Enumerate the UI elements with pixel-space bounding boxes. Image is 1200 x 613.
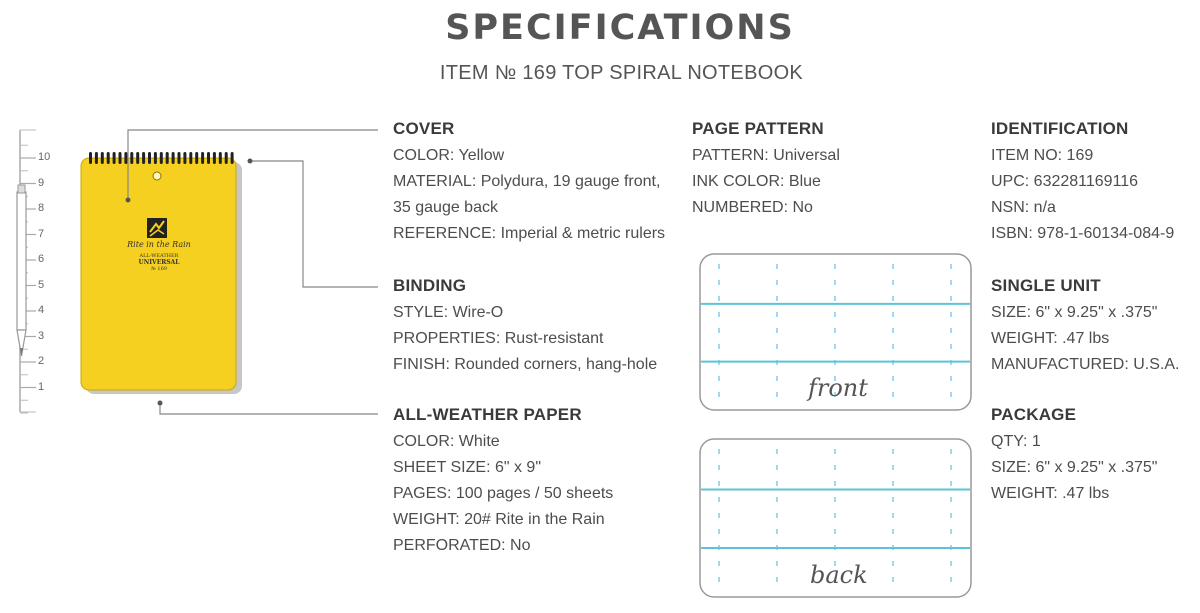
notebook-line2: UNIVERSAL: [138, 259, 180, 266]
spiral-coil: [166, 152, 169, 164]
spec-row: MANUFACTURED: U.S.A.: [991, 356, 1180, 373]
section-binding: [393, 276, 657, 378]
spec-row: FINISH: Rounded corners, hang-hole: [393, 356, 658, 373]
section-heading: IDENTIFICATION: [991, 119, 1129, 138]
ruler-label: 4: [38, 304, 45, 316]
spiral-coil: [178, 152, 181, 164]
spiral-coil: [89, 152, 92, 164]
hang-hole: [153, 172, 161, 180]
spiral-coil: [107, 152, 110, 164]
spec-row: INK COLOR: Blue: [692, 173, 821, 190]
spec-row: WEIGHT: 20# Rite in the Rain: [393, 511, 605, 528]
notebook-brand: Rite in the Rain: [127, 240, 191, 249]
spec-row: PAGES: 100 pages / 50 sheets: [393, 485, 614, 502]
notebook-number: № 169: [151, 266, 167, 272]
spec-row: COLOR: Yellow: [393, 147, 505, 164]
spec-row: ITEM NO: 169: [991, 147, 1094, 164]
section-package: [991, 405, 1157, 507]
spec-row: SIZE: 6" x 9.25" x .375": [991, 459, 1158, 476]
spec-row: REFERENCE: Imperial & metric rulers: [393, 225, 666, 242]
ruler-label: 8: [38, 202, 45, 214]
spiral-coil: [201, 152, 204, 164]
spiral-coil: [136, 152, 139, 164]
section-heading: SINGLE UNIT: [991, 276, 1101, 295]
ruler-label: 5: [38, 278, 45, 291]
page-title: SPECIFICATIONS: [445, 8, 795, 48]
pencil-icon: [17, 185, 26, 356]
spec-row: COLOR: White: [393, 433, 500, 450]
spiral-coil: [189, 152, 192, 164]
spec-row: PERFORATED: No: [393, 537, 531, 554]
notebook-cover: [81, 158, 236, 390]
page-subtitle: ITEM № 169 TOP SPIRAL NOTEBOOK: [439, 62, 804, 84]
section-single-unit: [991, 276, 1179, 378]
section-page-pattern: [692, 119, 840, 221]
spec-row: STYLE: Wire-O: [393, 304, 504, 321]
ruler-label: 3: [38, 329, 45, 342]
ruler-label: 2: [38, 355, 45, 367]
section-paper: [393, 405, 613, 559]
spiral-coil: [119, 152, 122, 164]
spiral-coil: [225, 152, 228, 164]
ruler-label: 9: [38, 176, 45, 189]
section-heading: PACKAGE: [991, 405, 1077, 424]
spiral-coil: [148, 152, 151, 164]
spiral-coil: [172, 152, 175, 164]
spiral-coil: [160, 152, 163, 164]
spec-row: NSN: n/a: [991, 199, 1056, 216]
spiral-coil: [207, 152, 210, 164]
spiral-coil: [142, 152, 145, 164]
spiral-coil: [195, 152, 198, 164]
ruler-label: 7: [38, 227, 45, 240]
spec-row: 35 gauge back: [393, 199, 498, 216]
spiral-coil: [154, 152, 157, 164]
section-heading: ALL-WEATHER PAPER: [393, 405, 582, 424]
spec-row: ISBN: 978-1-60134-084-9: [991, 225, 1175, 242]
page-front-label: front: [808, 374, 868, 402]
section-heading: BINDING: [393, 276, 467, 295]
spiral-coil: [231, 152, 234, 164]
ruler-label: 6: [38, 253, 45, 265]
spiral-coil: [130, 152, 133, 164]
page-back-label: back: [810, 561, 868, 589]
spiral-coil: [213, 152, 216, 164]
spec-row: UPC: 632281169116: [991, 173, 1139, 190]
section-cover: [393, 119, 665, 247]
section-identification: [991, 119, 1174, 247]
rite-in-the-rain-logo-icon: [147, 218, 167, 238]
spiral-coil: [219, 152, 222, 164]
spiral-coil: [113, 152, 116, 164]
ruler-label: 1: [38, 380, 45, 393]
spec-row: WEIGHT: .47 lbs: [991, 330, 1110, 347]
notebook-line1: ALL-WEATHER: [139, 253, 179, 259]
spec-row: PROPERTIES: Rust-resistant: [393, 330, 604, 347]
spec-row: WEIGHT: .47 lbs: [991, 485, 1110, 502]
spiral-coil: [95, 152, 98, 164]
spec-row: NUMBERED: No: [692, 199, 813, 216]
spec-row: SHEET SIZE: 6" x 9": [393, 459, 541, 476]
section-heading: PAGE PATTERN: [692, 119, 824, 138]
spec-row: PATTERN: Universal: [692, 147, 840, 164]
spec-row: QTY: 1: [991, 433, 1041, 450]
spiral-coil: [101, 152, 104, 164]
spec-row: MATERIAL: Polydura, 19 gauge front,: [393, 173, 661, 190]
spiral-coil: [183, 152, 186, 164]
ruler-label: 10: [38, 151, 51, 163]
section-heading: COVER: [393, 119, 455, 138]
spiral-coil: [124, 152, 127, 164]
spec-row: SIZE: 6" x 9.25" x .375": [991, 304, 1158, 321]
